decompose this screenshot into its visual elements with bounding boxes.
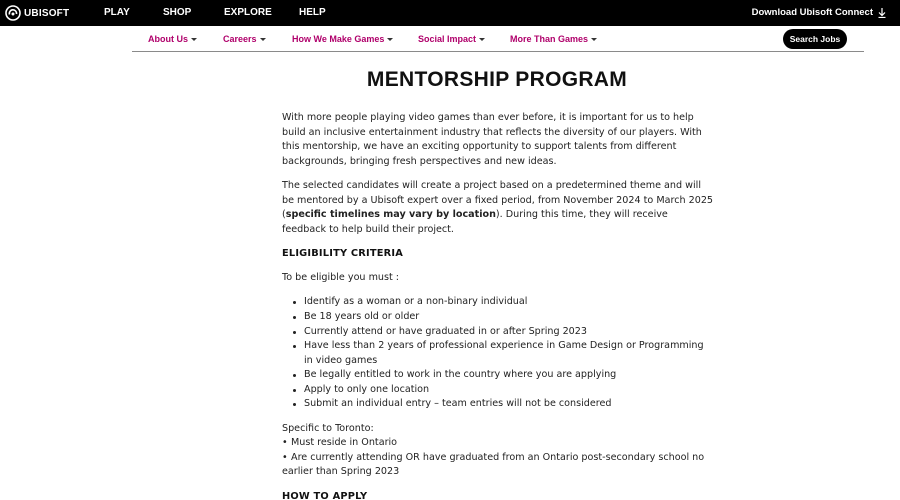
list-item: Submit an individual entry – team entries will not be considered: [304, 397, 714, 412]
subnav-label: About Us: [148, 34, 188, 44]
intro-paragraph: With more people playing video games than ever before, it is important for us to help build an inclusive entertainment industry that reflects the diversity of our players. With this mentorship, we have an exciting opportunity to support talents from different backgrounds, bringing fresh perspectives and new ideas.: [282, 112, 702, 167]
program-details-paragraph: [282, 179, 714, 237]
bullet: •: [282, 451, 288, 463]
ubisoft-swirl-icon: [5, 5, 21, 21]
subnav-about-us[interactable]: [148, 34, 197, 44]
top-navigation-bar: [0, 0, 900, 26]
download-ubisoft-connect-link[interactable]: [752, 0, 886, 26]
subnav-how-we-make-games[interactable]: [292, 34, 393, 44]
list-item: Be 18 years old or older: [304, 310, 714, 325]
list-item: Apply to only one location: [304, 383, 714, 398]
article-body: [282, 111, 714, 500]
details-text-end: ). During this time, they will receive feedback to help build their project.: [282, 209, 668, 235]
toronto-point-text: Are currently attending OR have graduated from an Ontario post-secondary school no earlier than Spring 2023: [282, 451, 705, 478]
subnav-label: How We Make Games: [292, 34, 385, 44]
chevron-down-icon: [260, 38, 266, 41]
toronto-label: Specific to Toronto:: [282, 422, 374, 434]
toronto-point-text: Must reside in Ontario: [291, 437, 398, 449]
nav-explore[interactable]: EXPLORE: [224, 7, 272, 18]
subnav-label: Social Impact: [418, 34, 477, 44]
ubisoft-logo[interactable]: [5, 4, 69, 22]
logo-text: UBISOFT: [24, 7, 70, 19]
details-text-bold: specific timelines may vary by location: [285, 209, 496, 221]
details-text-start: The selected candidates will create a project based on a predetermined theme and will be mentored by a Ubisoft expert over a fixed period, from November 2024 to March 2025 (: [282, 179, 714, 221]
subnav-label: Careers: [223, 34, 257, 44]
eligibility-intro: To be eligible you must :: [282, 272, 400, 284]
nav-shop[interactable]: SHOP: [163, 7, 192, 18]
list-item: Identify as a woman or a non-binary individual: [304, 295, 714, 310]
chevron-down-icon: [479, 38, 485, 41]
subnav-label: More Than Games: [510, 34, 589, 44]
toronto-point: [282, 451, 714, 480]
how-to-apply-heading: HOW TO APPLY: [282, 490, 368, 500]
criteria-list: [282, 295, 714, 412]
chevron-down-icon: [191, 38, 197, 41]
toronto-point: [282, 436, 714, 451]
bullet: •: [282, 437, 288, 449]
download-label: Download Ubisoft Connect: [751, 7, 873, 18]
nav-help[interactable]: HELP: [299, 7, 326, 18]
search-jobs-button[interactable]: Search Jobs: [783, 29, 847, 49]
subnav-more-than-games[interactable]: [510, 34, 597, 44]
download-icon: [878, 8, 886, 18]
subnav-careers[interactable]: [223, 34, 266, 44]
subnav-social-impact[interactable]: [418, 34, 485, 44]
secondary-navigation: [132, 26, 864, 52]
list-item: Be legally entitled to work in the country where you are applying: [304, 368, 714, 383]
list-item: Have less than 2 years of professional experience in Game Design or Programming in video games: [304, 339, 714, 368]
chevron-down-icon: [591, 38, 597, 41]
chevron-down-icon: [387, 38, 393, 41]
nav-play[interactable]: PLAY: [104, 7, 130, 18]
toronto-section: [282, 422, 714, 480]
list-item: Currently attend or have graduated in or after Spring 2023: [304, 325, 714, 340]
eligibility-heading: ELIGIBILITY CRITERIA: [282, 247, 403, 259]
page-title: MENTORSHIP PROGRAM: [366, 68, 628, 91]
